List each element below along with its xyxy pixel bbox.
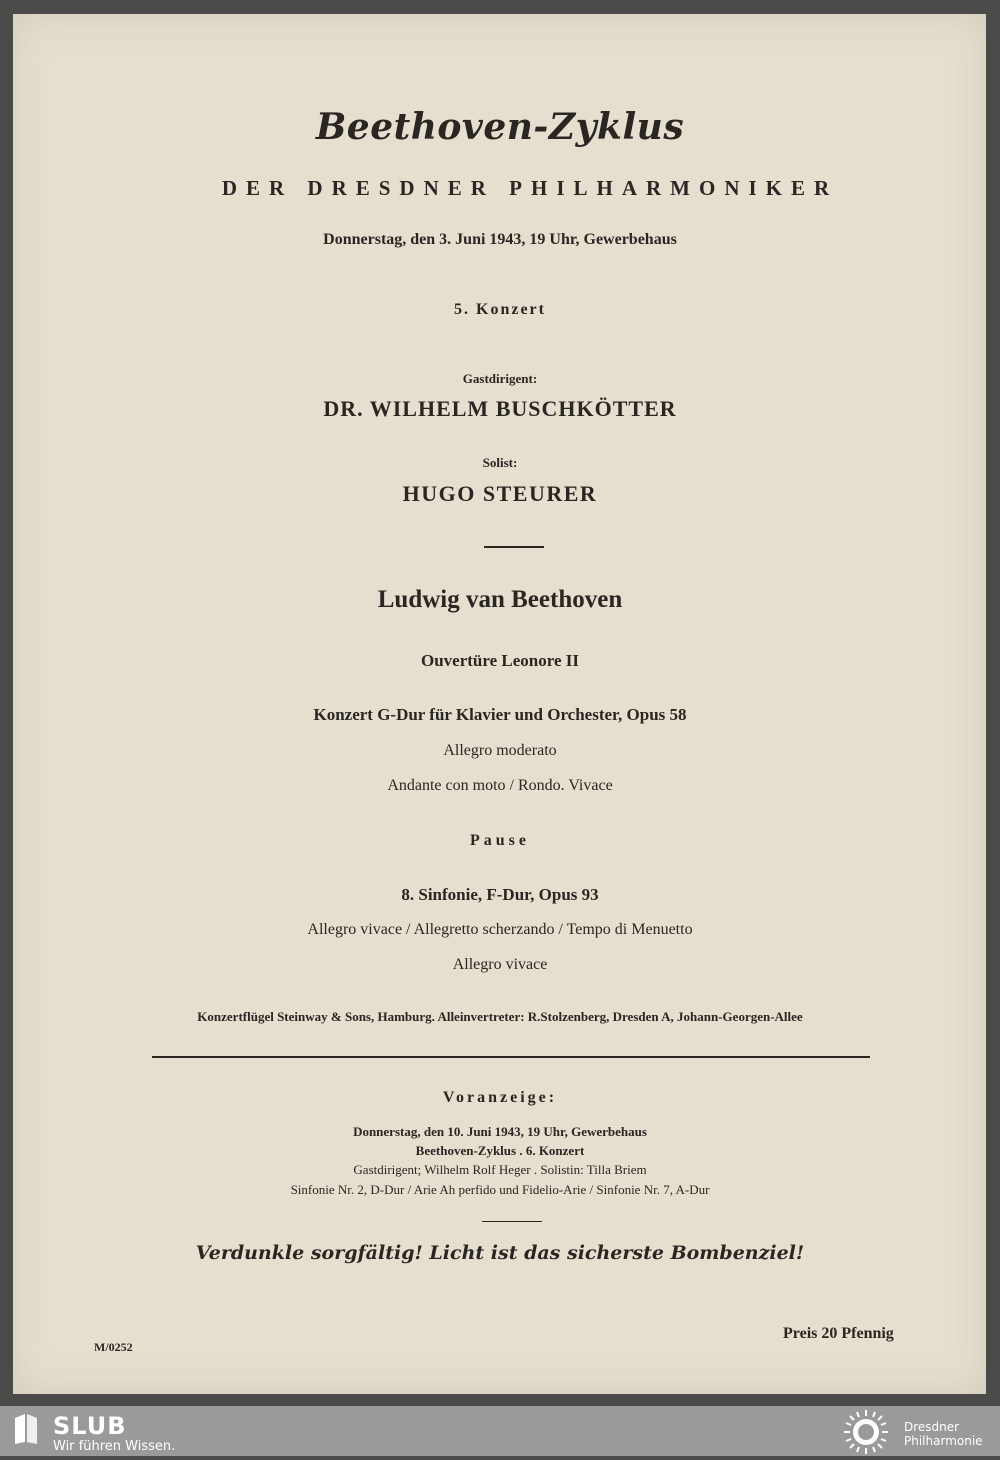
divider-short <box>484 546 544 548</box>
library-logo[interactable]: SLUB <box>53 1412 127 1440</box>
preview-performers: Gastdirigent; Wilhelm Rolf Heger . Solistin: Tilla Briem <box>353 1162 647 1177</box>
preview-concert: Beethoven-Zyklus . 6. Konzert <box>415 1143 585 1158</box>
program-title: Beethoven-Zyklus <box>315 106 685 148</box>
intermission: Pause <box>470 832 530 849</box>
library-tagline: Wir führen Wissen. <box>53 1439 176 1454</box>
partner-name <box>904 1420 983 1448</box>
composer-name: Ludwig van Beethoven <box>377 586 623 613</box>
preview-heading: Voranzeige: <box>442 1089 558 1106</box>
soloist-name: HUGO STEURER <box>402 481 598 506</box>
book-icon <box>13 1412 39 1446</box>
blackout-slogan: Verdunkle sorgfältig! Licht ist das sicherste Bombenziel! <box>195 1242 805 1264</box>
preview-date: Donnerstag, den 10. Juni 1943, 19 Uhr, Gewerbehaus <box>353 1124 647 1139</box>
soloist-label: Solist: <box>482 455 518 470</box>
piano-sponsor-note: Konzertflügel Steinway & Sons, Hamburg. Alleinvertreter: R.Stolzenberg, Dresden A, Johann-Georgen-Allee <box>197 1009 803 1024</box>
footer-bar <box>0 1406 1000 1456</box>
concerto-movement-1: Allegro moderato <box>443 742 557 759</box>
sunburst-logo-icon[interactable] <box>842 1408 890 1456</box>
partner-name-line1: Dresdner <box>904 1420 960 1434</box>
preview-works: Sinfonie Nr. 2, D-Dur / Arie Ah perfido und Fidelio-Arie / Sinfonie Nr. 7, A-Dur <box>290 1182 710 1197</box>
catalog-code: M/0252 <box>94 1340 133 1354</box>
symphony-movement-4: Allegro vivace <box>452 956 548 973</box>
partner-name-line2: Philharmonie <box>904 1434 983 1448</box>
orchestra-name: DER DRESDNER PHILHARMONIKER <box>221 176 839 200</box>
work-piano-concerto: Konzert G-Dur für Klavier und Orchester, Opus 58 <box>313 705 687 724</box>
work-overture: Ouvertüre Leonore II <box>420 651 580 670</box>
concert-number: 5. Konzert <box>454 301 546 318</box>
symphony-movements-1-3: Allegro vivace / Allegretto scherzando / Tempo di Menuetto <box>307 921 693 938</box>
divider-long <box>152 1056 870 1058</box>
divider-short-2 <box>482 1221 542 1222</box>
conductor-name: DR. WILHELM BUSCHKÖTTER <box>323 396 677 421</box>
conductor-label: Gastdirigent: <box>462 371 538 386</box>
concert-date: Donnerstag, den 3. Juni 1943, 19 Uhr, Gewerbehaus <box>323 231 677 248</box>
price: Preis 20 Pfennig <box>783 1325 894 1342</box>
work-symphony: 8. Sinfonie, F-Dur, Opus 93 <box>401 885 599 904</box>
concerto-movements-2-3: Andante con moto / Rondo. Vivace <box>387 777 613 794</box>
